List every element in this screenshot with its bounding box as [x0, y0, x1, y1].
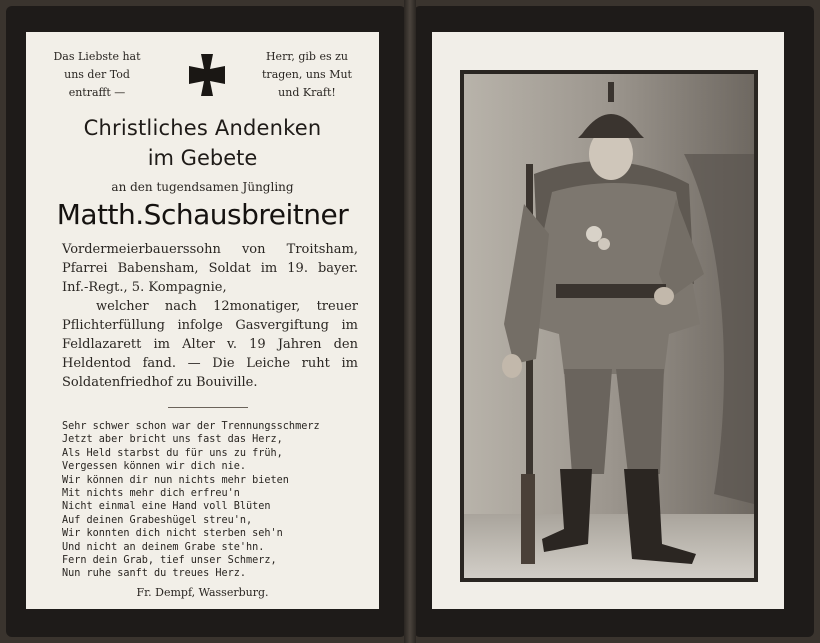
- subtitle: an den tugendsamen Jüngling: [111, 180, 294, 194]
- iron-cross-icon: [184, 52, 230, 98]
- top-left-line: Das Liebste hat: [53, 50, 141, 63]
- top-right-line: tragen, uns Mut: [262, 68, 352, 81]
- poem-line: Nicht einmal eine Hand voll Blüten: [62, 501, 271, 513]
- poem-line: Fern dein Grab, tief unser Schmerz,: [62, 555, 277, 567]
- poem-line: Jetzt aber bricht uns fast das Herz,: [62, 434, 283, 446]
- poem-line: Wir konnten dich nicht sterben seh'n: [62, 528, 283, 540]
- poem: [62, 420, 362, 581]
- poem-line: Vergessen können wir dich nie.: [62, 461, 247, 473]
- deceased-name: Matth.Schausbreitner: [56, 198, 349, 231]
- bio-paragraph-2: welcher nach 12monatiger, treuer Pflichterfüllung infolge Gasvergiftung im Feldlazarett im Alter v. 19 Jahren den Heldentod fand. — Die Leiche ruht im Soldatenfriedhof zu Bouiville.: [62, 299, 358, 390]
- top-right-verse: [252, 48, 362, 102]
- top-right-line: Herr, gib es zu: [265, 50, 349, 63]
- poem-line: Nun ruhe sanft du treues Herz.: [62, 568, 247, 580]
- poem-line: Und nicht an deinem Grabe ste'hn.: [62, 541, 265, 553]
- top-left-verse: [32, 48, 162, 102]
- top-left-line: entrafft —: [68, 86, 126, 99]
- poem-line: Auf deinen Grabeshügel streu'n,: [62, 514, 253, 526]
- printer-imprint: Fr. Dempf, Wasserburg.: [136, 586, 269, 599]
- poem-line: Sehr schwer schon war der Trennungsschmerz: [62, 421, 320, 432]
- poem-line: Mit nichts mehr dich erfreu'n: [62, 488, 240, 500]
- title-line-2: im Gebete: [147, 146, 258, 170]
- poem-line: Als Held starbst du für uns zu früh,: [62, 447, 283, 459]
- bio-paragraph-1: Vordermeierbauerssohn von Troitsham, Pfarrei Babensham, Soldat im 19. bayer. Inf.-Regt., 5. Kompagnie,: [62, 242, 358, 295]
- top-right-line: und Kraft!: [278, 86, 336, 99]
- card-fold: [404, 0, 416, 643]
- title-line-1: Christliches Andenken: [83, 116, 322, 140]
- biography: [62, 240, 358, 392]
- poem-line: Wir können dir nun nichts mehr bieten: [62, 474, 289, 486]
- top-left-line: uns der Tod: [64, 68, 130, 81]
- soldier-photo: [464, 74, 754, 578]
- soldier-portrait-icon: [464, 74, 754, 578]
- divider: [168, 407, 248, 408]
